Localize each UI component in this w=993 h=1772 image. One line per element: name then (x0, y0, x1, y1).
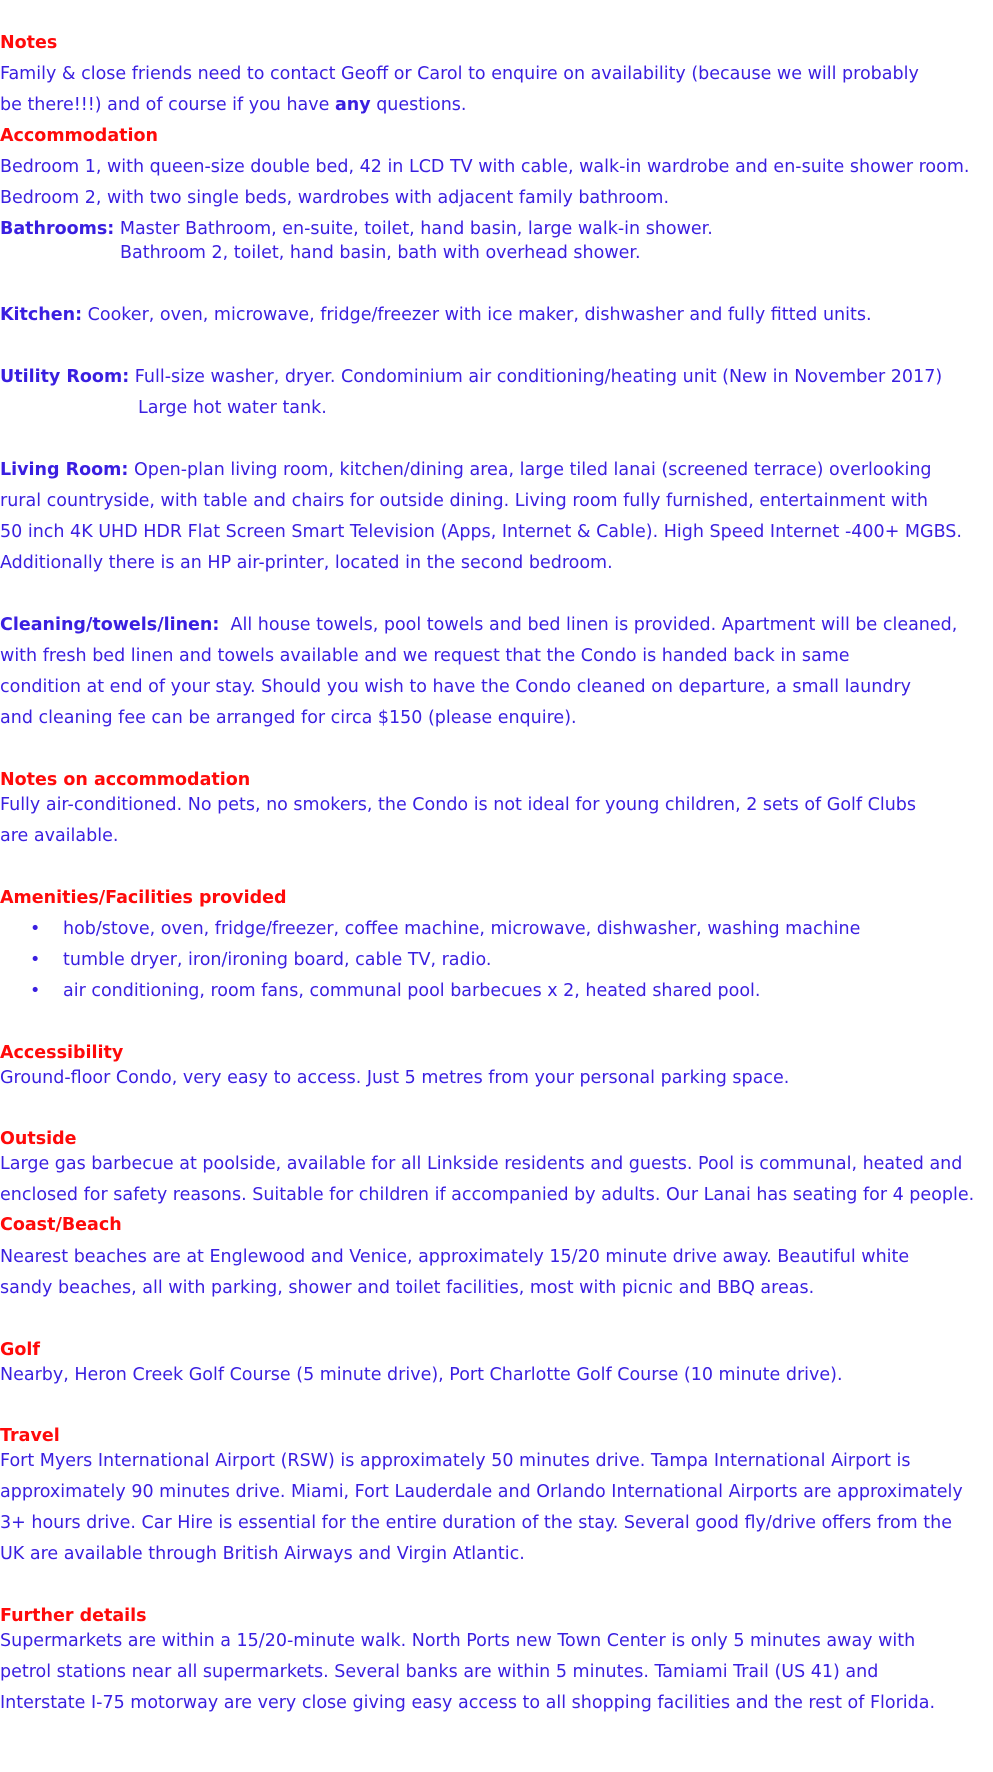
living-text-1: Open-plan living room, kitchen/dining area, large tiled lanai (screened terrace) overlooking (128, 460, 932, 480)
living-line-4: Additionally there is an HP air-printer, located in the second bedroom. (0, 553, 613, 573)
golf-line-1: Nearby, Heron Creek Golf Course (5 minute drive), Port Charlotte Golf Course (10 minute drive). (0, 1365, 843, 1385)
amenities-item-text: tumble dryer, iron/ironing board, cable TV, radio. (63, 950, 492, 970)
living-line-1 (0, 458, 932, 482)
living-label: Living Room: (0, 460, 129, 480)
further-details-heading: Further details (0, 1606, 147, 1626)
coast-heading: Coast/Beach (0, 1215, 122, 1235)
notes-on-accommodation-line-1: Fully air-conditioned. No pets, no smokers, the Condo is not ideal for young children, 2 sets of Golf Clubs (0, 795, 917, 815)
bedroom-2-text: Bedroom 2, with two single beds, wardrobes with adjacent family bathroom. (0, 188, 670, 208)
bathrooms-line-2: Bathroom 2, toilet, hand basin, bath with overhead shower. (120, 243, 641, 263)
notes-line-2 (0, 93, 467, 117)
travel-line-4: UK are available through British Airways and Virgin Atlantic. (0, 1544, 525, 1564)
outside-line-2: enclosed for safety reasons. Suitable for children if accompanied by adults. Our Lanai has seating for 4 people. (0, 1185, 975, 1205)
notes-line-2-end: questions. (370, 95, 467, 115)
bathrooms-text-1: Master Bathroom, en-suite, toilet, hand basin, large walk-in shower. (114, 219, 713, 239)
utility-line-1 (0, 365, 942, 389)
golf-heading: Golf (0, 1340, 40, 1360)
kitchen-line (0, 303, 872, 327)
amenities-item-text: hob/stove, oven, fridge/freezer, coffee machine, microwave, dishwasher, washing machine (63, 919, 861, 939)
coast-line-2: sandy beaches, all with parking, shower and toilet facilities, most with picnic and BBQ areas. (0, 1278, 815, 1298)
cleaning-line-4: and cleaning fee can be arranged for circa $150 (please enquire). (0, 708, 577, 728)
utility-line-2: Large hot water tank. (138, 398, 327, 418)
accommodation-heading: Accommodation (0, 126, 158, 146)
bullet-point: • (30, 919, 41, 939)
accessibility-heading: Accessibility (0, 1043, 124, 1063)
further-details-line-2: petrol stations near all supermarkets. Several banks are within 5 minutes. Tamiami Trail (US 41) and (0, 1662, 879, 1682)
utility-label: Utility Room: (0, 367, 130, 387)
notes-heading: Notes (0, 33, 58, 53)
travel-line-1: Fort Myers International Airport (RSW) is approximately 50 minutes drive. Tampa International Airport is (0, 1451, 911, 1471)
accessibility-line-1: Ground-floor Condo, very easy to access. Just 5 metres from your personal parking space. (0, 1068, 790, 1088)
bathrooms-label: Bathrooms: (0, 219, 115, 239)
bedroom-1-text: Bedroom 1, with queen-size double bed, 42 in LCD TV with cable, walk-in wardrobe and en-suite shower room. (0, 157, 970, 177)
notes-on-accommodation-line-2: are available. (0, 826, 119, 846)
living-line-2: rural countryside, with table and chairs for outside dining. Living room fully furnished, entertainment with (0, 491, 929, 511)
travel-line-2: approximately 90 minutes drive. Miami, Fort Lauderdale and Orlando International Airports are approximately (0, 1482, 963, 1502)
notes-on-accommodation-heading: Notes on accommodation (0, 770, 251, 790)
notes-emphasis: any (334, 95, 371, 115)
cleaning-line-1 (0, 613, 957, 637)
notes-line-1: Family & close friends need to contact Geoff or Carol to enquire on availability (because we will probably (0, 64, 919, 84)
bullet-point: • (30, 981, 41, 1001)
further-details-line-1: Supermarkets are within a 15/20-minute walk. North Ports new Town Center is only 5 minutes away with (0, 1631, 916, 1651)
travel-line-3: 3+ hours drive. Car Hire is essential for the entire duration of the stay. Several good fly/drive offers from the (0, 1513, 952, 1533)
cleaning-text-1: All house towels, pool towels and bed linen is provided. Apartment will be cleaned, (219, 615, 958, 635)
cleaning-line-3: condition at end of your stay. Should you wish to have the Condo cleaned on departure, a small laundry (0, 677, 911, 697)
bathrooms-line-1 (0, 217, 713, 241)
outside-heading: Outside (0, 1129, 77, 1149)
further-details-line-3: Interstate I-75 motorway are very close giving easy access to all shopping facilities and the rest of Florida. (0, 1693, 936, 1713)
cleaning-line-2: with fresh bed linen and towels available and we request that the Condo is handed back in same (0, 646, 850, 666)
cleaning-label: Cleaning/towels/linen: (0, 615, 220, 635)
outside-line-1: Large gas barbecue at poolside, available for all Linkside residents and guests. Pool is communal, heated and (0, 1154, 963, 1174)
kitchen-label: Kitchen: (0, 305, 83, 325)
travel-heading: Travel (0, 1426, 60, 1446)
amenities-heading: Amenities/Facilities provided (0, 888, 287, 908)
living-line-3: 50 inch 4K UHD HDR Flat Screen Smart Television (Apps, Internet & Cable). High Speed Internet -400+ MGBS. (0, 522, 962, 542)
notes-line-2-start: be there!!!) and of course if you have (0, 95, 335, 115)
bullet-point: • (30, 950, 41, 970)
amenities-item-text: air conditioning, room fans, communal pool barbecues x 2, heated shared pool. (63, 981, 761, 1001)
coast-line-1: Nearest beaches are at Englewood and Venice, approximately 15/20 minute drive away. Beautiful white (0, 1247, 910, 1267)
kitchen-text: Cooker, oven, microwave, fridge/freezer with ice maker, dishwasher and fully fitted units. (82, 305, 872, 325)
utility-text-1: Full-size washer, dryer. Condominium air conditioning/heating unit (New in November 2017) (129, 367, 943, 387)
